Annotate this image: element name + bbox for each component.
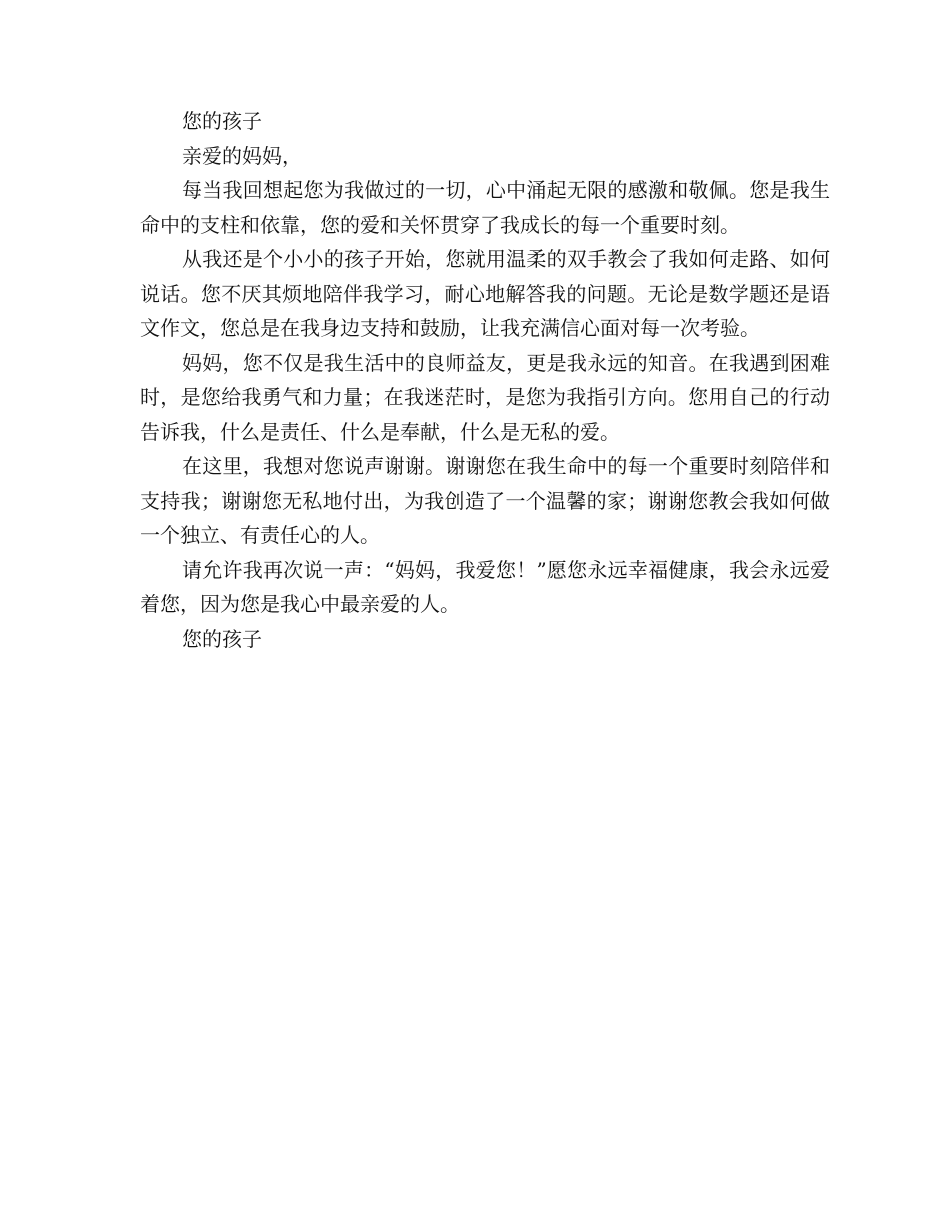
paragraph-childhood: 从我还是个小小的孩子开始，您就用温柔的双手教会了我如何走路、如何说话。您不厌其烦地陪伴我学习，耐心地解答我的问题。无论是数学题还是语文作文，您总是在我身边支持和鼓励，让我充满信心面对每一次考验。 — [140, 247, 830, 340]
paragraph-mentor: 妈妈，您不仅是我生活中的良师益友，更是我永远的知音。在我遇到困难时，是您给我勇气和力量；在我迷茫时，是您为我指引方向。您用自己的行动告诉我，什么是责任、什么是奉献，什么是无私的爱。 — [140, 350, 830, 444]
paragraph-thanks: 在这里，我想对您说声谢谢。谢谢您在我生命中的每一个重要时刻陪伴和支持我；谢谢您无私地付出，为我创造了一个温馨的家；谢谢您教会我如何做一个独立、有责任心的人。 — [140, 454, 830, 547]
letter-body — [140, 104, 830, 656]
greeting: 亲爱的妈妈， — [182, 143, 302, 168]
signature-top: 您的孩子 — [182, 109, 262, 133]
signature-bottom: 您的孩子 — [182, 626, 262, 651]
paragraph-gratitude: 每当我回想起您为我做过的一切，心中涌起无限的感激和敬佩。您是我生命中的支柱和依靠，您的爱和关怀贯穿了我成长的每一个重要时刻。 — [140, 178, 830, 237]
paragraph-love: 请允许我再次说一声：“妈妈，我爱您！”愿您永远幸福健康，我会永远爱着您，因为您是我心中最亲爱的人。 — [140, 557, 830, 616]
